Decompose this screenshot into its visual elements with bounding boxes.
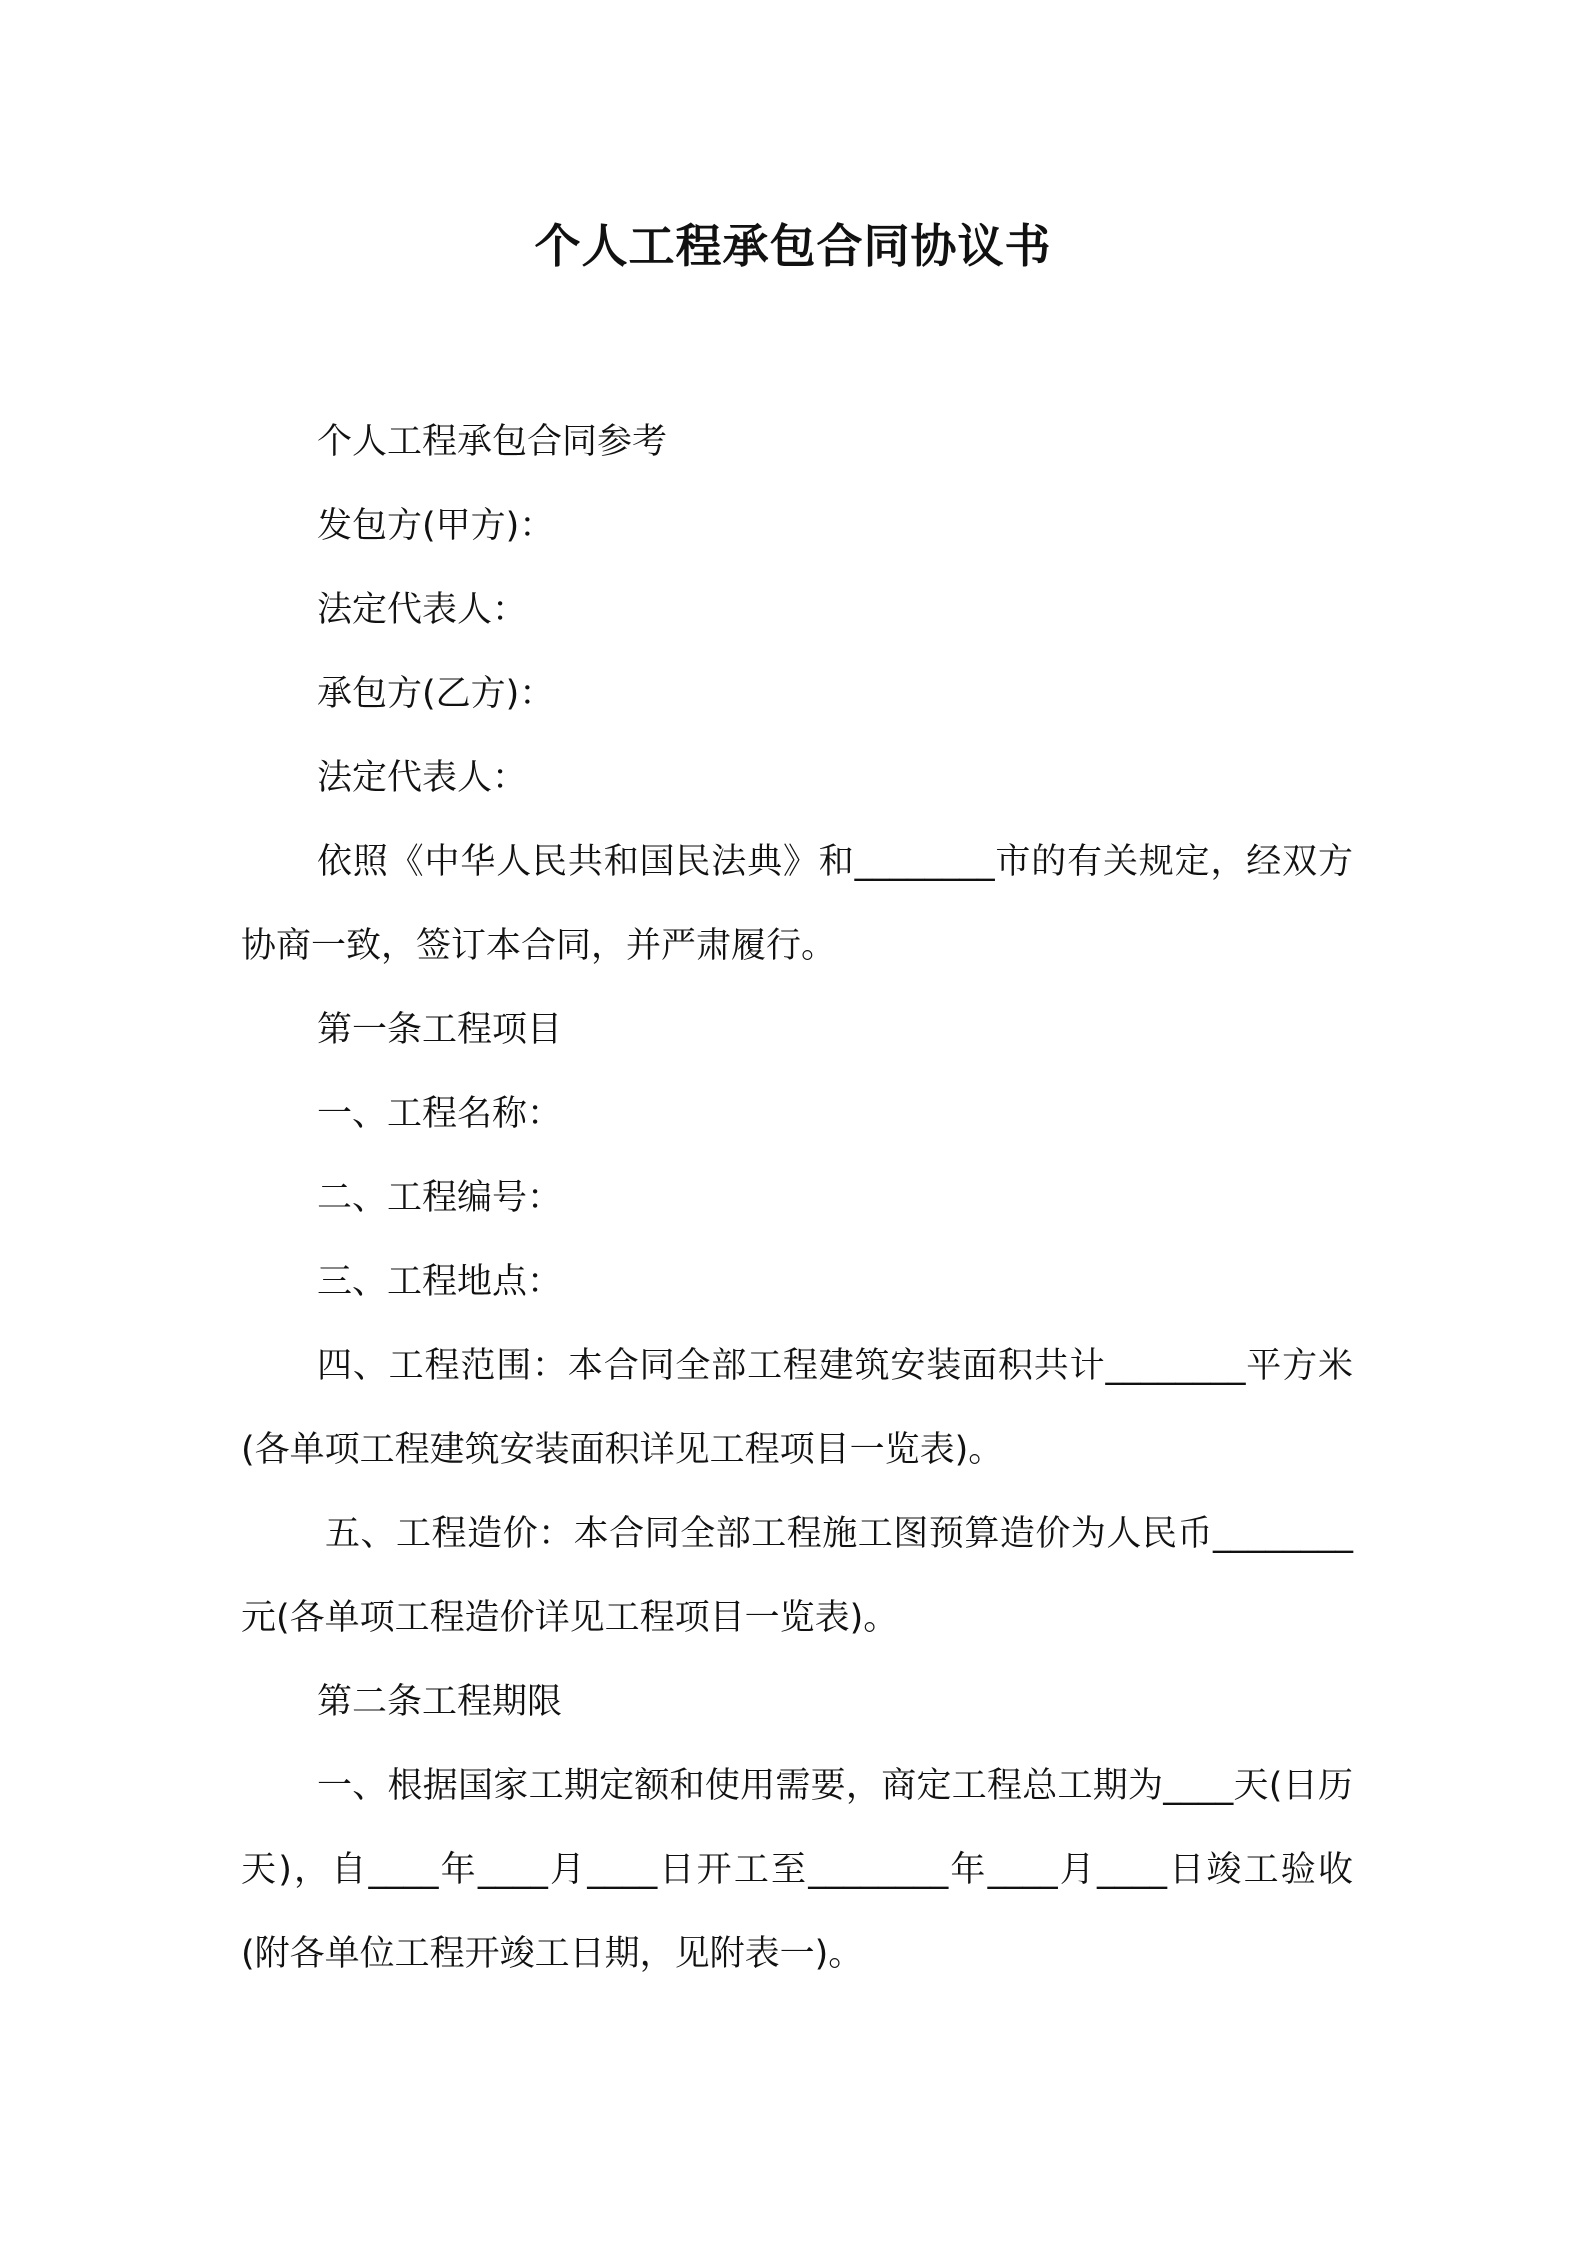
paragraph-project-scope: 四、工程范围：本合同全部工程建筑安装面积共计________平方米(各单项工程建筑安装面积详见工程项目一览表)。	[241, 1346, 1353, 1470]
paragraph-project-number: 二、工程编号：	[317, 1178, 563, 1218]
paragraph-project-cost: 五、工程造价：本合同全部工程施工图预算造价为人民币________元(各单项工程造价详见工程项目一览表)。	[241, 1514, 1353, 1638]
document-title: 个人工程承包合同协议书	[534, 219, 1052, 273]
paragraph-party-a-representative: 法定代表人：	[317, 590, 528, 630]
document-body	[241, 400, 1353, 1996]
article-two-heading: 第二条工程期限	[317, 1682, 563, 1722]
paragraph-reference-heading: 个人工程承包合同参考	[317, 422, 668, 462]
paragraph-project-duration: 一、根据国家工期定额和使用需要，商定工程总工期为____天(日历天)，自____年____月____日开工至________年____月____日竣工验收(附各单位工程开竣工日期，见附表一)。	[241, 1766, 1353, 1974]
paragraph-party-a: 发包方(甲方)：	[317, 506, 555, 546]
paragraph-party-b-representative: 法定代表人：	[317, 758, 528, 798]
paragraph-legal-basis: 依照《中华人民共和国民法典》和________市的有关规定，经双方协商一致，签订本合同，并严肃履行。	[241, 842, 1353, 966]
paragraph-party-b: 承包方(乙方)：	[317, 674, 555, 714]
article-one-heading: 第一条工程项目	[317, 1010, 563, 1050]
paragraph-project-name: 一、工程名称：	[317, 1094, 563, 1134]
paragraph-project-location: 三、工程地点：	[317, 1262, 563, 1302]
